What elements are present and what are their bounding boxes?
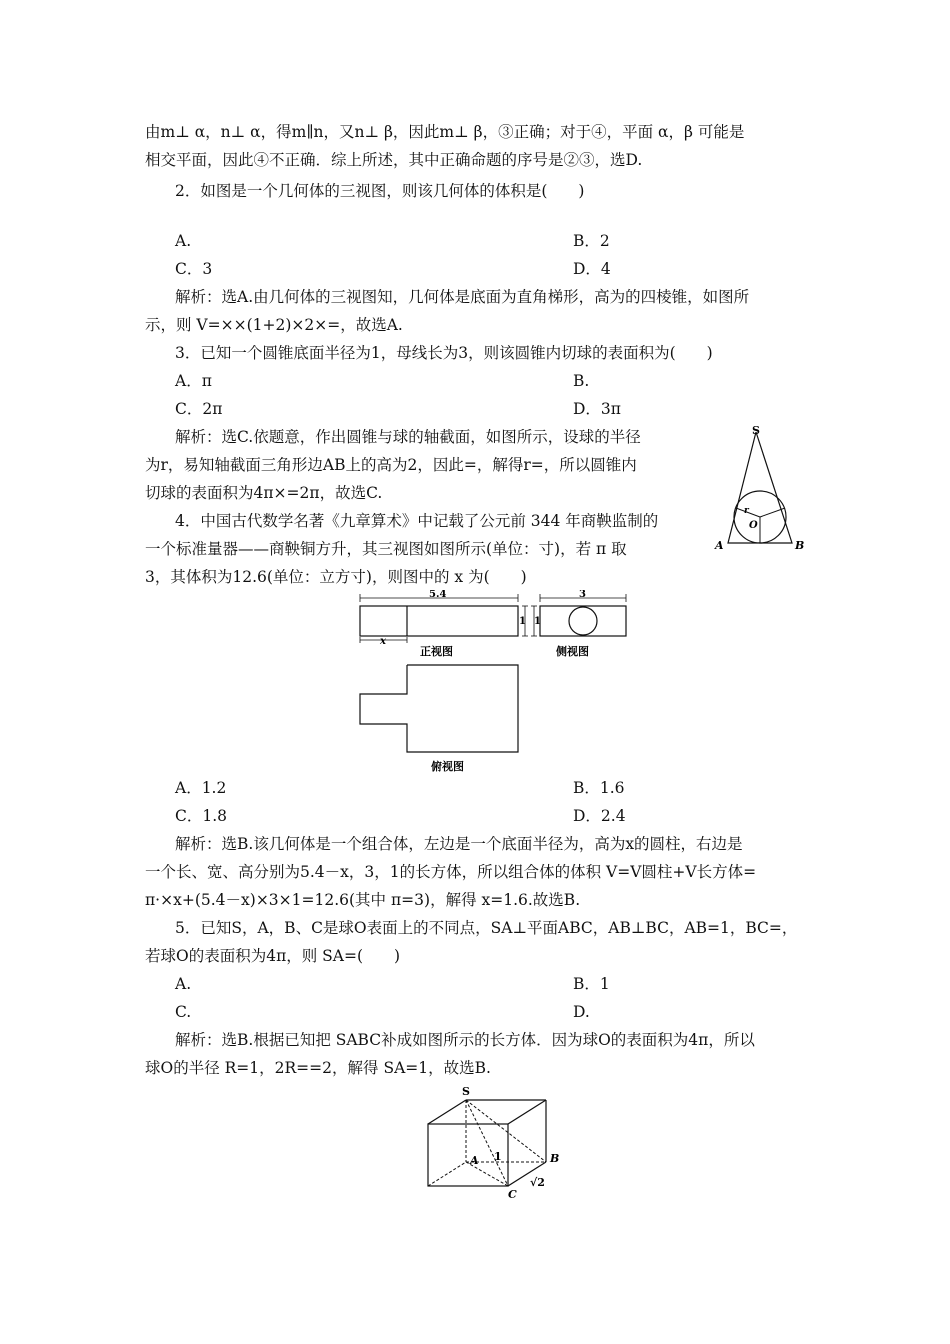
edge-label: 1 xyxy=(494,1150,502,1163)
dimension-label: x xyxy=(380,636,386,647)
option-b: B．1 xyxy=(573,975,610,993)
option-b: B. xyxy=(573,372,590,390)
question-2: 2．如图是一个几何体的三视图，则该几何体的体积是( ) xyxy=(175,182,585,200)
vertex-label: S xyxy=(752,424,760,437)
solution-2: 示，则 V=××(1+2)×2×=，故选A. xyxy=(145,316,403,334)
solution-3: 为r，易知轴截面三角形边AB上的高为2，因此=，解得r=，所以圆锥内 xyxy=(145,456,637,474)
vertex-label: S xyxy=(462,1085,470,1098)
solution-5: 解析：选B.根据已知把 SABC补成如图所示的长方体．因为球O的表面积为4π，所以 xyxy=(175,1031,755,1049)
vertex-label: C xyxy=(508,1188,517,1200)
option-c: C．3 xyxy=(175,260,213,278)
vertex-label: A xyxy=(470,1154,479,1167)
cuboid-figure xyxy=(420,1082,570,1200)
question-5: 5．已知S，A，B、C是球O表面上的不同点，SA⊥平面ABC，AB⊥BC，AB=1，BC=， xyxy=(175,919,798,937)
vertex-label: B xyxy=(550,1152,560,1165)
question-4: 一个标准量器——商鞅铜方升，其三视图如图所示(单位：寸)，若 π 取 xyxy=(145,540,627,558)
radius-label: r xyxy=(744,506,749,516)
dimension-label: 3 xyxy=(579,590,586,600)
three-view-figure xyxy=(350,590,640,778)
question-5: 若球O的表面积为4π，则 SA=( ) xyxy=(145,947,401,965)
solution-4: 解析：选B.该几何体是一个组合体，左边是一个底面半径为，高为x的圆柱，右边是 xyxy=(175,835,743,853)
solution-3: 切球的表面积为4π×=2π，故选C. xyxy=(145,484,383,502)
option-c: C．2π xyxy=(175,400,223,418)
option-a: A．π xyxy=(175,372,212,390)
question-4: 4．中国古代数学名著《九章算术》中记载了公元前 344 年商鞅监制的 xyxy=(175,512,659,530)
dimension-label: 5.4 xyxy=(429,590,447,600)
question-3: 3．已知一个圆锥底面半径为1，母线长为3，则该圆锥内切球的表面积为( ) xyxy=(175,344,713,362)
text-line: 由m⊥ α，n⊥ α，得m∥n，又n⊥ β，因此m⊥ β，③正确；对于④，平面 α，β 可能是 xyxy=(145,123,745,141)
edge-label: √2 xyxy=(530,1176,545,1189)
dimension-label: 1 xyxy=(519,616,526,627)
option-c: C．1.8 xyxy=(175,807,228,825)
vertex-label: A xyxy=(715,539,724,552)
solution-4: 一个长、宽、高分别为5.4－x，3，1的长方体，所以组合体的体积 V=V圆柱+V长方体= xyxy=(145,863,757,881)
solution-4: π·×x+(5.4－x)×3×1=12.6(其中 π=3)，解得 x=1.6.故选B. xyxy=(145,891,581,909)
text-line: 相交平面，因此④不正确．综上所述，其中正确命题的序号是②③，选D. xyxy=(145,151,643,169)
caption: 侧视图 xyxy=(556,645,589,658)
solution-3: 解析：选C.依题意，作出圆锥与球的轴截面，如图所示，设球的半径 xyxy=(175,428,641,446)
question-4: 3，其体积为12.6(单位：立方寸)，则图中的 x 为( ) xyxy=(145,568,527,586)
option-d: D. xyxy=(573,1003,590,1021)
option-d: D．3π xyxy=(573,400,621,418)
cone-figure xyxy=(708,422,814,554)
option-d: D．4 xyxy=(573,260,611,278)
option-a: A. xyxy=(175,975,192,993)
vertex-label: B xyxy=(795,539,805,552)
option-c: C. xyxy=(175,1003,192,1021)
option-a: A. xyxy=(175,232,192,250)
option-a: A．1.2 xyxy=(175,779,227,797)
option-d: D．2.4 xyxy=(573,807,626,825)
solution-5: 球O的半径 R=1，2R==2，解得 SA=1，故选B. xyxy=(145,1059,491,1077)
caption: 俯视图 xyxy=(431,760,464,773)
option-b: B．1.6 xyxy=(573,779,625,797)
dimension-label: 1 xyxy=(534,616,541,627)
solution-2: 解析：选A.由几何体的三视图知，几何体是底面为直角梯形，高为的四棱锥，如图所 xyxy=(175,288,750,306)
center-label: O xyxy=(749,520,758,531)
option-b: B．2 xyxy=(573,232,610,250)
caption: 正视图 xyxy=(420,645,453,658)
